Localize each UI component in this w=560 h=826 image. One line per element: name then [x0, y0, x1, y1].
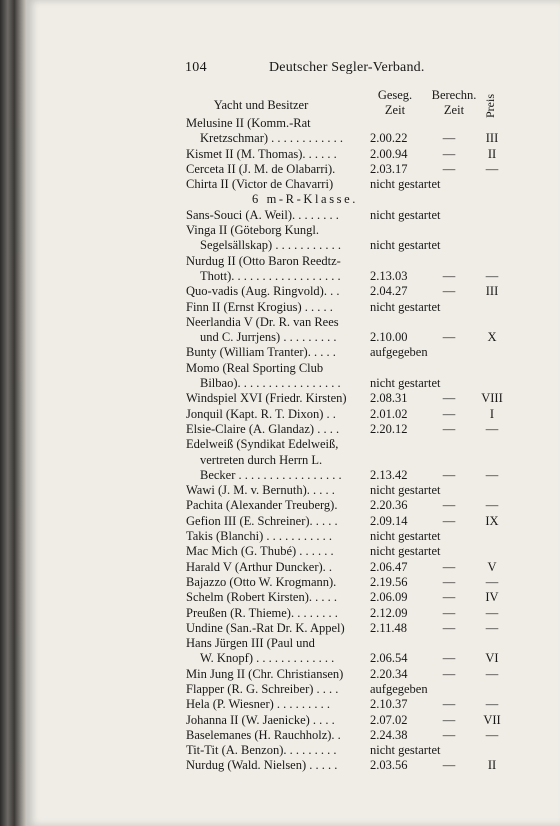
prize-cell: II	[487, 758, 497, 773]
table-row	[26, 177, 560, 192]
table-row	[26, 162, 560, 177]
table-row	[26, 697, 560, 712]
prize-cell: —	[485, 161, 499, 176]
yacht-owner-cell: Tit-Tit (A. Benzon). . . . . . . . .	[186, 743, 337, 758]
yacht-owner-cell: Jonquil (Kapt. R. T. Dixon) . .	[186, 406, 336, 421]
prize-cell: VIII	[481, 391, 503, 406]
table-row	[26, 590, 560, 605]
corrected-time-cell: —	[442, 666, 456, 681]
table-row	[26, 743, 560, 758]
yacht-owner-cell: Hela (P. Wiesner) . . . . . . . . .	[186, 697, 331, 712]
sailed-time-cell: 2.07.02	[370, 712, 408, 727]
table-row	[26, 651, 560, 666]
yacht-owner-cell: Nurdug II (Otto Baron Reedtz-	[186, 253, 341, 268]
running-head: Deutscher Segler-Verband.	[269, 60, 425, 75]
table-row	[26, 606, 560, 621]
yacht-owner-cell: Segelsällskap) . . . . . . . . . . .	[200, 238, 341, 253]
section-heading: 6 m-R-Klasse.	[252, 192, 359, 207]
page-number: 104	[185, 60, 207, 75]
table-row	[26, 483, 560, 498]
sailed-time-cell: 2.24.38	[370, 727, 408, 742]
yacht-owner-cell: Bunty (William Tranter). . . . .	[186, 345, 336, 360]
prize-cell: —	[485, 697, 499, 712]
table-row	[26, 131, 560, 146]
table-row	[26, 437, 560, 452]
yacht-owner-cell: Wawi (J. M. v. Bernuth). . . . .	[186, 483, 335, 498]
sailed-time-cell: aufgegeben	[370, 345, 428, 360]
table-row	[26, 238, 560, 253]
prize-cell: X	[487, 330, 497, 345]
corrected-time-cell: —	[442, 574, 456, 589]
book-spine	[0, 0, 26, 826]
prize-cell: IV	[485, 590, 499, 605]
yacht-owner-cell: Quo-vadis (Aug. Ringvold). . .	[186, 284, 340, 299]
sailed-time-cell: nicht gestartet	[370, 743, 441, 758]
table-row	[26, 223, 560, 238]
yacht-owner-cell: vertreten durch Herrn L.	[200, 452, 323, 467]
sailed-time-cell: nicht gestartet	[370, 207, 441, 222]
corrected-time-cell: —	[442, 146, 456, 161]
yacht-owner-cell: Finn II (Ernst Krogius) . . . . .	[186, 299, 333, 314]
yacht-owner-cell: Windspiel XVI (Friedr. Kirsten)	[186, 391, 347, 406]
corrected-time-cell: —	[442, 421, 456, 436]
sailed-time-cell: 2.19.56	[370, 574, 408, 589]
sailed-time-cell: nicht gestartet	[370, 299, 441, 314]
corrected-time-cell: —	[442, 467, 456, 482]
table-row	[26, 621, 560, 636]
table-row	[26, 544, 560, 559]
table-row	[26, 254, 560, 269]
table-row	[26, 315, 560, 330]
sailed-time-cell: nicht gestartet	[370, 483, 441, 498]
sailed-time-cell: nicht gestartet	[370, 544, 441, 559]
corrected-time-cell: —	[442, 605, 456, 620]
table-row	[26, 208, 560, 223]
column-header-berechn-line2: Zeit	[443, 103, 465, 117]
table-row	[26, 116, 560, 131]
corrected-time-cell: —	[442, 161, 456, 176]
prize-cell: —	[485, 620, 499, 635]
yacht-owner-cell: Elsie-Claire (A. Glandaz) . . . .	[186, 421, 340, 436]
results-table	[26, 116, 560, 774]
yacht-owner-cell: Cerceta II (J. M. de Olabarri).	[186, 161, 336, 176]
table-row	[26, 529, 560, 544]
sailed-time-cell: nicht gestartet	[370, 529, 441, 544]
column-header-geseg-zeit	[368, 88, 422, 118]
table-row	[26, 758, 560, 773]
sailed-time-cell: 2.06.47	[370, 559, 408, 574]
corrected-time-cell: —	[442, 391, 456, 406]
prize-cell: I	[489, 406, 495, 421]
yacht-owner-cell: Momo (Real Sporting Club	[186, 360, 324, 375]
yacht-owner-cell: Harald V (Arthur Duncker). .	[186, 559, 333, 574]
corrected-time-cell: —	[442, 559, 456, 574]
yacht-owner-cell: Vinga II (Göteborg Kungl.	[186, 223, 320, 238]
sailed-time-cell: nicht gestartet	[370, 177, 441, 192]
table-row	[26, 636, 560, 651]
page-header	[26, 60, 560, 80]
yacht-owner-cell: Takis (Blanchi) . . . . . . . . . . .	[186, 529, 332, 544]
yacht-owner-cell: Flapper (R. G. Schreiber) . . . .	[186, 681, 339, 696]
prize-cell: III	[485, 284, 499, 299]
prize-cell: III	[485, 131, 499, 146]
corrected-time-cell: —	[442, 498, 456, 513]
yacht-owner-cell: Johanna II (W. Jaenicke) . . . .	[186, 712, 335, 727]
corrected-time-cell: —	[442, 513, 456, 528]
section-heading-row	[26, 192, 560, 207]
yacht-owner-cell: Min Jung II (Chr. Christiansen)	[186, 666, 344, 681]
column-header-geseg-line1: Geseg.	[377, 88, 413, 102]
table-row	[26, 713, 560, 728]
yacht-owner-cell: W. Knopf) . . . . . . . . . . . . .	[200, 651, 335, 666]
sailed-time-cell: 2.00.22	[370, 131, 408, 146]
corrected-time-cell: —	[442, 268, 456, 283]
corrected-time-cell: —	[442, 131, 456, 146]
sailed-time-cell: aufgegeben	[370, 681, 428, 696]
sailed-time-cell: 2.03.17	[370, 161, 408, 176]
column-header-preis: Preis	[483, 94, 497, 118]
corrected-time-cell: —	[442, 651, 456, 666]
yacht-owner-cell: Thott). . . . . . . . . . . . . . . . . .	[200, 268, 341, 283]
table-row	[26, 560, 560, 575]
table-row	[26, 422, 560, 437]
sailed-time-cell: nicht gestartet	[370, 238, 441, 253]
yacht-owner-cell: Sans-Souci (A. Weil). . . . . . . .	[186, 207, 339, 222]
prize-cell: —	[485, 605, 499, 620]
prize-cell: —	[485, 727, 499, 742]
yacht-owner-cell: Mac Mich (G. Thubé) . . . . . .	[186, 544, 334, 559]
table-row	[26, 269, 560, 284]
sailed-time-cell: 2.08.31	[370, 391, 408, 406]
yacht-owner-cell: Kismet II (M. Thomas). . . . . .	[186, 146, 337, 161]
prize-cell: —	[485, 421, 499, 436]
prize-cell: IX	[485, 513, 499, 528]
yacht-owner-cell: Pachita (Alexander Treuberg).	[186, 498, 338, 513]
column-header-yacht: Yacht und Besitzer	[213, 98, 309, 112]
table-row	[26, 407, 560, 422]
book-page	[26, 0, 560, 826]
yacht-owner-cell: Hans Jürgen III (Paul und	[186, 636, 315, 651]
prize-cell: —	[485, 268, 499, 283]
sailed-time-cell: 2.00.94	[370, 146, 408, 161]
table-row	[26, 361, 560, 376]
yacht-owner-cell: Bilbao). . . . . . . . . . . . . . . . .	[200, 376, 341, 391]
column-header-geseg-line2: Zeit	[384, 103, 406, 117]
prize-cell: —	[485, 574, 499, 589]
yacht-owner-cell: Chirta II (Victor de Chavarri)	[186, 177, 334, 192]
sailed-time-cell: nicht gestartet	[370, 376, 441, 391]
sailed-time-cell: 2.12.09	[370, 605, 408, 620]
sailed-time-cell: 2.20.12	[370, 421, 408, 436]
sailed-time-cell: 2.10.37	[370, 697, 408, 712]
sailed-time-cell: 2.01.02	[370, 406, 408, 421]
corrected-time-cell: —	[442, 620, 456, 635]
column-header-berechn-zeit	[424, 88, 484, 118]
sailed-time-cell: 2.03.56	[370, 758, 408, 773]
table-row	[26, 345, 560, 360]
sailed-time-cell: 2.13.42	[370, 467, 408, 482]
corrected-time-cell: —	[442, 758, 456, 773]
yacht-owner-cell: Melusine II (Komm.-Rat	[186, 116, 311, 130]
prize-cell: —	[485, 467, 499, 482]
table-row	[26, 468, 560, 483]
table-row	[26, 391, 560, 406]
corrected-time-cell: —	[442, 727, 456, 742]
table-row	[26, 498, 560, 513]
yacht-owner-cell: Edelweiß (Syndikat Edelweiß,	[186, 437, 339, 452]
sailed-time-cell: 2.10.00	[370, 330, 408, 345]
yacht-owner-cell: Undine (San.-Rat Dr. K. Appel)	[186, 620, 345, 635]
prize-cell: —	[485, 666, 499, 681]
table-row	[26, 300, 560, 315]
prize-cell: VI	[485, 651, 499, 666]
table-row	[26, 453, 560, 468]
yacht-owner-cell: Nurdug (Wald. Nielsen) . . . . .	[186, 758, 338, 773]
yacht-owner-cell: Preußen (R. Thieme). . . . . . . .	[186, 605, 338, 620]
table-row	[26, 728, 560, 743]
prize-cell: II	[487, 146, 497, 161]
sailed-time-cell: 2.09.14	[370, 513, 408, 528]
table-row	[26, 514, 560, 529]
corrected-time-cell: —	[442, 697, 456, 712]
table-row	[26, 575, 560, 590]
corrected-time-cell: —	[442, 284, 456, 299]
sailed-time-cell: 2.06.54	[370, 651, 408, 666]
sailed-time-cell: 2.20.34	[370, 666, 408, 681]
yacht-owner-cell: Kretzschmar) . . . . . . . . . . . .	[200, 131, 344, 146]
column-header-berechn-line1: Berechn.	[431, 88, 477, 102]
table-row	[26, 147, 560, 162]
table-row	[26, 376, 560, 391]
corrected-time-cell: —	[442, 590, 456, 605]
corrected-time-cell: —	[442, 406, 456, 421]
sailed-time-cell: 2.04.27	[370, 284, 408, 299]
table-row	[26, 667, 560, 682]
yacht-owner-cell: Gefion III (E. Schreiner). . . . .	[186, 513, 338, 528]
prize-cell: VII	[483, 712, 501, 727]
yacht-owner-cell: Neerlandia V (Dr. R. van Rees	[186, 314, 339, 329]
sailed-time-cell: 2.20.36	[370, 498, 408, 513]
yacht-owner-cell: Baselemanes (H. Rauchholz). .	[186, 727, 341, 742]
table-row	[26, 330, 560, 345]
corrected-time-cell: —	[442, 712, 456, 727]
corrected-time-cell: —	[442, 330, 456, 345]
yacht-owner-cell: Bajazzo (Otto W. Krogmann).	[186, 574, 337, 589]
sailed-time-cell: 2.11.48	[370, 620, 408, 635]
sailed-time-cell: 2.13.03	[370, 268, 408, 283]
sailed-time-cell: 2.06.09	[370, 590, 408, 605]
prize-cell: V	[487, 559, 497, 574]
prize-cell: —	[485, 498, 499, 513]
table-row	[26, 284, 560, 299]
yacht-owner-cell: Becker . . . . . . . . . . . . . . . . .	[200, 467, 342, 482]
yacht-owner-cell: und C. Jurrjens) . . . . . . . . .	[200, 330, 337, 345]
table-row	[26, 682, 560, 697]
yacht-owner-cell: Schelm (Robert Kirsten). . . . .	[186, 590, 338, 605]
